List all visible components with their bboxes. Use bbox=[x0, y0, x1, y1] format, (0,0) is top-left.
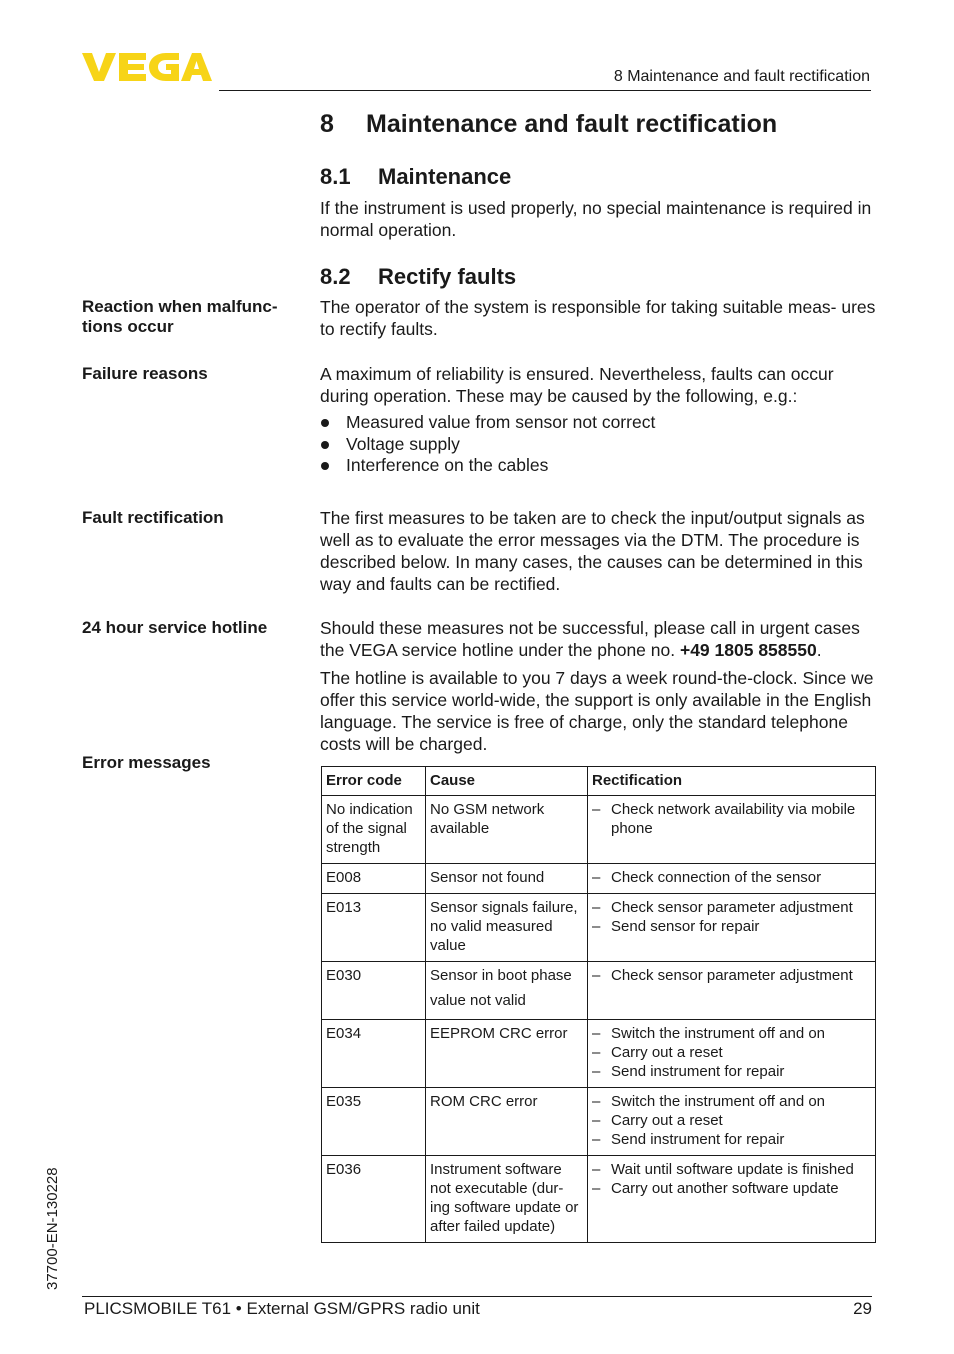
fault-text: The first measures to be taken are to check the input/output signals as well as to evaluate the error messages via the DTM. The procedure is described below. In many cases, the causes can be determined in this way and faults can be rectified. bbox=[320, 508, 865, 594]
table-header-row bbox=[322, 767, 876, 796]
section-rectify-heading bbox=[320, 264, 516, 290]
error-rectification bbox=[588, 962, 876, 1020]
list-item: Measured value from sensor not correct bbox=[320, 412, 655, 434]
rectification-step: – Send instrument for repair bbox=[592, 1130, 871, 1149]
hotline-phone: +49 1805 858550 bbox=[679, 640, 817, 660]
error-code: E008 bbox=[322, 864, 426, 894]
rectification-step: – Check connection of the sensor bbox=[592, 868, 871, 887]
error-cause: Instrument software not executable (dur- ing software update or after failed update) bbox=[426, 1156, 588, 1243]
running-header: 8 Maintenance and fault rectification bbox=[613, 68, 870, 85]
side-label-hotline: 24 hour service hotline bbox=[82, 618, 268, 637]
list-item: Voltage supply bbox=[320, 434, 655, 456]
table-row bbox=[322, 1088, 876, 1156]
page-number: 29 bbox=[853, 1299, 872, 1318]
hotline-text-pre: Should these measures not be successful, please call in urgent cases the VEGA service hotline under the phone no. bbox=[320, 618, 860, 660]
table-row bbox=[322, 962, 876, 1020]
table-row bbox=[322, 1020, 876, 1088]
table-row bbox=[322, 864, 876, 894]
maintenance-text: If the instrument is used properly, no special maintenance is required in normal operation. bbox=[320, 198, 872, 240]
rectification-step: – Check network availability via mobile phone bbox=[592, 800, 871, 838]
vega-logo bbox=[82, 50, 212, 84]
side-label-failure: Failure reasons bbox=[82, 364, 208, 383]
document-id: 37700-EN-130228 bbox=[44, 1167, 61, 1290]
rectification-step: – Wait until software update is finished bbox=[592, 1160, 871, 1179]
list-item: Interference on the cables bbox=[320, 455, 655, 477]
table-row bbox=[322, 1156, 876, 1243]
error-code: E013 bbox=[322, 894, 426, 962]
side-label-fault: Fault rectification bbox=[82, 508, 224, 527]
error-cause: ROM CRC error bbox=[426, 1088, 588, 1156]
rectification-step: – Carry out another software update bbox=[592, 1179, 871, 1198]
rectification-step: – Send instrument for repair bbox=[592, 1062, 871, 1081]
column-header-rectification: Rectification bbox=[588, 767, 876, 796]
column-header-code: Error code bbox=[322, 767, 426, 796]
hotline-availability-text: The hotline is available to you 7 days a week round-the-clock. Since we offer this service world-wide, the support is only available in the English language. The service is free of charge, only the standard telephone costs will be charged. bbox=[320, 668, 874, 754]
error-rectification bbox=[588, 796, 876, 864]
section-maintenance-heading bbox=[320, 164, 511, 190]
hotline-text-post: . bbox=[816, 640, 822, 660]
error-code: E035 bbox=[322, 1088, 426, 1156]
rectification-step: – Check sensor parameter adjustment bbox=[592, 898, 871, 917]
side-label-errors: Error messages bbox=[82, 753, 211, 772]
error-code: E034 bbox=[322, 1020, 426, 1088]
chapter-title bbox=[320, 110, 777, 139]
failure-text: A maximum of reliability is ensured. Nevertheless, faults can occur during operation. These may be caused by the following, e.g.: bbox=[320, 364, 834, 406]
rectification-step: – Carry out a reset bbox=[592, 1043, 871, 1062]
error-rectification bbox=[588, 1020, 876, 1088]
error-rectification bbox=[588, 1156, 876, 1243]
error-rectification bbox=[588, 894, 876, 962]
error-cause: EEPROM CRC error bbox=[426, 1020, 588, 1088]
rectification-step: – Switch the instrument off and on bbox=[592, 1092, 871, 1111]
error-cause: Sensor signals failure, no valid measured value bbox=[426, 894, 588, 962]
section-title: Maintenance bbox=[378, 164, 512, 189]
footer-product: PLICSMOBILE T61 • External GSM/GPRS radio unit bbox=[84, 1299, 480, 1318]
error-table bbox=[321, 766, 876, 1243]
rectification-step: – Send sensor for repair bbox=[592, 917, 871, 936]
header-rule bbox=[219, 90, 871, 91]
hotline-text bbox=[320, 617, 878, 661]
section-number: 8.2 bbox=[320, 264, 351, 289]
error-code: No indication of the signal strength bbox=[322, 796, 426, 864]
rectification-step: – Carry out a reset bbox=[592, 1111, 871, 1130]
section-number: 8.1 bbox=[320, 164, 351, 189]
error-rectification bbox=[588, 864, 876, 894]
chapter-number: 8 bbox=[320, 110, 334, 138]
error-code: E036 bbox=[322, 1156, 426, 1243]
error-cause: No GSM network available bbox=[426, 796, 588, 864]
column-header-cause: Cause bbox=[426, 767, 588, 796]
rectification-step: – Check sensor parameter adjustment bbox=[592, 966, 871, 985]
footer-rule bbox=[82, 1296, 872, 1297]
side-label-reaction: Reaction when malfunc- tions occur bbox=[82, 297, 278, 336]
table-row bbox=[322, 796, 876, 864]
chapter-title-text: Maintenance and fault rectification bbox=[366, 110, 778, 138]
error-cause: Sensor not found bbox=[426, 864, 588, 894]
failure-reasons-list bbox=[320, 412, 655, 477]
reaction-text: The operator of the system is responsible for taking suitable meas- ures to rectify faults. bbox=[320, 297, 876, 339]
error-cause: Sensor in boot phase value not valid bbox=[426, 962, 588, 1020]
rectification-step: – Switch the instrument off and on bbox=[592, 1024, 871, 1043]
error-code: E030 bbox=[322, 962, 426, 1020]
table-row bbox=[322, 894, 876, 962]
section-title: Rectify faults bbox=[378, 264, 517, 289]
error-rectification bbox=[588, 1088, 876, 1156]
